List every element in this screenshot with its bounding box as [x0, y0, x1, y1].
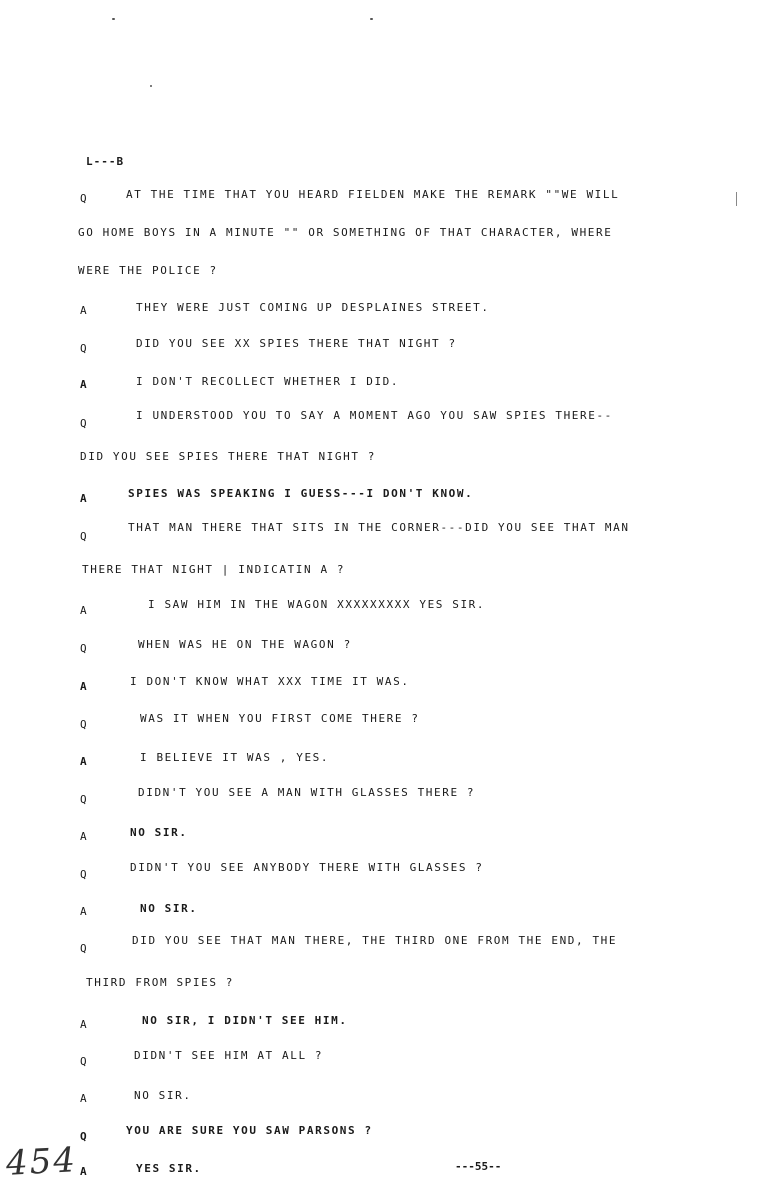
- line-tag: A: [80, 905, 87, 918]
- line-tag: Q: [80, 642, 87, 655]
- transcript-line: DIDN'T SEE HIM AT ALL ?: [134, 1049, 324, 1062]
- transcript-line: DID YOU SEE THAT MAN THERE, THE THIRD ONE FROM THE END, THE: [132, 934, 618, 947]
- transcript-line: SPIES WAS SPEAKING I GUESS---I DON'T KNOW.: [128, 487, 474, 500]
- edge-mark: [736, 192, 737, 206]
- line-tag: Q: [80, 793, 87, 806]
- transcript-line: I UNDERSTOOD YOU TO SAY A MOMENT AGO YOU SAW SPIES THERE--: [136, 409, 613, 422]
- transcript-line: GO HOME BOYS IN A MINUTE "" OR SOMETHING OF THAT CHARACTER, WHERE: [78, 226, 613, 239]
- transcript-line: YOU ARE SURE YOU SAW PARSONS ?: [126, 1124, 373, 1137]
- transcript-line: THIRD FROM SPIES ?: [86, 976, 235, 989]
- line-tag: A: [80, 604, 87, 617]
- transcript-line: I SAW HIM IN THE WAGON XXXXXXXXX YES SIR.: [148, 598, 486, 611]
- line-tag: Q: [80, 1130, 87, 1143]
- transcript-line: DIDN'T YOU SEE ANYBODY THERE WITH GLASSES ?: [130, 861, 484, 874]
- line-tag: Q: [80, 942, 87, 955]
- transcript-line: DID YOU SEE XX SPIES THERE THAT NIGHT ?: [136, 337, 457, 350]
- line-tag: A: [80, 1165, 87, 1178]
- ink-speck: [150, 85, 152, 87]
- line-tag: Q: [80, 1055, 87, 1068]
- transcript-line: AT THE TIME THAT YOU HEARD FIELDEN MAKE THE REMARK ""WE WILL: [126, 188, 620, 201]
- ink-speck: [112, 18, 115, 20]
- transcript-line: THERE THAT NIGHT | INDICATIN A ?: [82, 563, 346, 576]
- transcript-line: DID YOU SEE SPIES THERE THAT NIGHT ?: [80, 450, 377, 463]
- line-tag: A: [80, 378, 87, 391]
- line-tag: A: [80, 680, 87, 693]
- transcript-line: WHEN WAS HE ON THE WAGON ?: [138, 638, 352, 651]
- page-number: ---55--: [455, 1160, 502, 1173]
- line-tag: A: [80, 492, 87, 505]
- transcript-line: DIDN'T YOU SEE A MAN WITH GLASSES THERE ?: [138, 786, 476, 799]
- transcript-line: I BELIEVE IT WAS , YES.: [140, 751, 330, 764]
- line-tag: Q: [80, 192, 87, 205]
- transcript-line: WERE THE POLICE ?: [78, 264, 218, 277]
- line-tag: Q: [80, 530, 87, 543]
- line-tag: Q: [80, 417, 87, 430]
- page-header: L---B: [86, 155, 125, 168]
- line-tag: Q: [80, 718, 87, 731]
- line-tag: A: [80, 1018, 87, 1031]
- ink-speck: [370, 18, 373, 20]
- line-tag: A: [80, 755, 87, 768]
- transcript-line: NO SIR.: [130, 826, 188, 839]
- transcript-line: THEY WERE JUST COMING UP DESPLAINES STREET.: [136, 301, 490, 314]
- line-tag: Q: [80, 868, 87, 881]
- line-tag: A: [80, 304, 87, 317]
- handwritten-page-number: 454: [5, 1140, 78, 1184]
- line-tag: A: [80, 1092, 87, 1105]
- line-tag: A: [80, 830, 87, 843]
- transcript-line: NO SIR.: [140, 902, 198, 915]
- transcript-line: I DON'T RECOLLECT WHETHER I DID.: [136, 375, 400, 388]
- line-tag: Q: [80, 342, 87, 355]
- transcript-line: NO SIR.: [134, 1089, 192, 1102]
- transcript-line: I DON'T KNOW WHAT XXX TIME IT WAS.: [130, 675, 410, 688]
- transcript-line: THAT MAN THERE THAT SITS IN THE CORNER---DID YOU SEE THAT MAN: [128, 521, 630, 534]
- transcript-line: YES SIR.: [136, 1162, 202, 1175]
- transcript-line: NO SIR, I DIDN'T SEE HIM.: [142, 1014, 348, 1027]
- transcript-line: WAS IT WHEN YOU FIRST COME THERE ?: [140, 712, 420, 725]
